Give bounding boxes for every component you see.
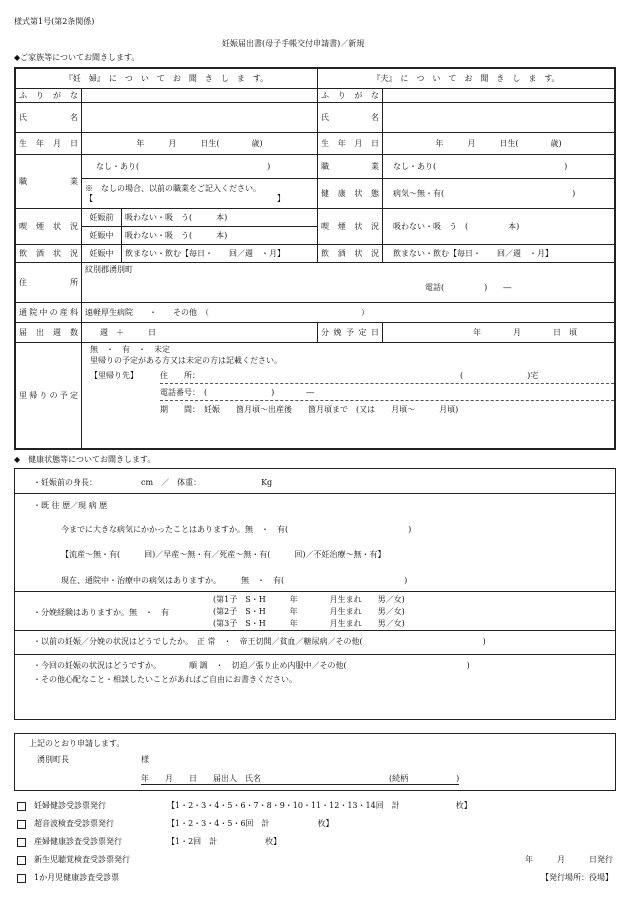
smoke-before-field[interactable]: 吸わない・吸 う( 本) (122, 209, 318, 227)
return-home-options[interactable]: 無 ・ 有 ・ 未定 (90, 345, 170, 354)
wife-drinking-field[interactable]: 飲まない・飲む【毎日・ 回／週 ・月】 (122, 245, 318, 263)
husband-occupation-label: 職業 (318, 155, 383, 179)
hospital-label: 通院中の産科 (16, 303, 82, 323)
issuance-checklist (17, 797, 613, 887)
address-label: 住 所 (16, 263, 82, 303)
birth-experience-question[interactable]: ・分娩経験はありますか。無 ・ 有 (33, 608, 169, 617)
husband-header: 『夫』 に つ い て お 聞 き し ま す。 (318, 69, 615, 89)
wife-birthdate-label: 生年月日 (16, 133, 82, 155)
checkbox[interactable] (17, 820, 26, 829)
husband-health-field[interactable]: 病気～無・有( ) (383, 179, 615, 209)
return-address-label: 住 所： (160, 370, 200, 380)
wife-furigana-label: ふりがな (16, 89, 82, 103)
applicant-signature-line[interactable]: 年 月 日 届出人 氏名 (続柄 ) (141, 774, 459, 785)
checkbox[interactable] (17, 856, 26, 865)
weeks-field[interactable]: 週 ＋ 日 (82, 323, 318, 343)
checkbox[interactable] (17, 874, 26, 883)
checklist-detail: 【1・2回 計 枚】 (167, 837, 282, 847)
checklist-detail: 【1・2・3・4・5・6回 計 枚】 (167, 819, 334, 829)
wife-occupation-field[interactable]: なし・あり( ) (82, 155, 318, 179)
current-pregnancy-question[interactable]: ・今回の妊娠の状況はどうですか。 順 調 ・ 切迫／張り止め内服中／その他( ) (33, 661, 470, 670)
mayor-addressee: 湧別町長 様 (37, 755, 149, 764)
occupation-bracket[interactable]: 【 】 (85, 193, 285, 203)
pregnancy-history-question[interactable]: 【流産～無・有( 回)／早産～無・有／死産～無・有( 回)／不妊治療～無・有】 (61, 550, 386, 559)
husband-occupation-field[interactable]: なし・あり( ) (383, 155, 615, 179)
husband-drinking-label: 飲酒状況 (318, 245, 383, 263)
return-home-label: 里帰りの予定 (16, 343, 82, 449)
husband-name-field[interactable] (383, 103, 615, 133)
due-date-field[interactable]: 年 月 日 頃 (383, 323, 615, 343)
child-2-row[interactable]: (第2子 S・H 年 月生まれ 男／女) (213, 607, 405, 616)
wife-smoking-label: 喫煙状況 (16, 209, 82, 245)
return-home-block (82, 343, 615, 449)
due-date-label: 分娩予定日 (318, 323, 383, 343)
weeks-label: 届出週数 (16, 323, 82, 343)
checklist-item[interactable] (17, 797, 613, 815)
checklist-item[interactable] (17, 833, 613, 851)
drink-during-label: 妊娠中 (82, 245, 122, 263)
wife-furigana-field[interactable] (82, 89, 318, 103)
wife-header: 『妊 婦』 に つ い て お 聞 き し ま す。 (16, 69, 318, 89)
smoke-during-field[interactable]: 吸わない・吸 う( 本) (122, 227, 318, 245)
application-statement: 上記のとおり申請します。 (29, 739, 125, 748)
form-number: 様式第1号(第2条関係) (14, 17, 95, 26)
checklist-detail: 【1・2・3・4・5・6・7・8・9・10・11・12・13・14回 計 枚】 (167, 801, 472, 811)
medical-history-label: ・既 往 歴／現 病 歴 (33, 501, 108, 510)
section-health-heading: ◆ 健康状態等についてお聞きします。 (14, 455, 156, 464)
application-box (14, 733, 616, 791)
husband-birthdate-label: 生年月日 (318, 133, 383, 155)
occupation-note: ※ なしの場合、以前の職業をご記入ください。 (85, 184, 261, 194)
child-3-row[interactable]: (第3子 S・H 年 月生まれ 男／女) (213, 619, 405, 628)
wife-drinking-label: 飲酒状況 (16, 245, 82, 263)
other-concerns-field[interactable] (21, 687, 609, 715)
husband-furigana-field[interactable] (383, 89, 615, 103)
form-title: 妊娠届出書(母子手帳交付申請書)／新規 (222, 39, 365, 48)
husband-name-label: 氏名 (318, 103, 383, 133)
checkbox[interactable] (17, 802, 26, 811)
address-value: 紋別郡湧別町 (85, 265, 133, 274)
child-1-row[interactable]: (第1子 S・H 年 月生まれ 男／女) (213, 595, 405, 604)
issue-place: 【発行場所：役場】 (541, 873, 613, 883)
husband-smoking-label: 喫煙状況 (318, 209, 383, 245)
checklist-item[interactable] (17, 869, 613, 887)
return-address-row (82, 367, 614, 383)
current-illness-question[interactable]: 現在、通院中・治療中の病気はありますか。 無 ・ 有( ) (61, 576, 408, 585)
other-concerns-question: ・その他心配なこと・相談したいことがあればご自由にお書きください。 (33, 675, 297, 684)
checklist-label: 1か月児健康診査受診票 (34, 873, 120, 883)
checkbox[interactable] (17, 838, 26, 847)
wife-name-label: 氏名 (16, 103, 82, 133)
smoke-before-label: 妊娠前 (82, 209, 122, 227)
husband-birthdate-field[interactable]: 年 月 日生( 歳) (383, 133, 615, 155)
smoke-during-label: 妊娠中 (82, 227, 122, 245)
husband-health-label: 健康状態 (318, 179, 383, 209)
checklist-label: 超音波検査受診票発行 (34, 819, 114, 829)
return-period-field[interactable]: 期 間： 妊娠 箇月頃～出産後 箇月頃まで (又は 月頃～ 月頃) (160, 400, 614, 417)
husband-drinking-field[interactable]: 飲まない・飲む【毎日・ 回／週 ・月】 (383, 245, 615, 263)
address-phone[interactable]: 電話( ) ― (425, 283, 512, 293)
return-destination-label: 【里帰り先】 (90, 370, 138, 380)
height-weight-field[interactable]: ・妊娠前の身長： cm ／ 体重： Kg (33, 478, 273, 487)
family-info-table (14, 67, 616, 450)
return-address-field[interactable]: ( )宅 (460, 370, 539, 380)
health-info-box (14, 468, 616, 720)
previous-pregnancy-question[interactable]: ・以前の妊娠／分娩の状況はどうでしたか。 正 常 ・ 帝王切開／貧血／糖尿病／その他( ) (33, 637, 486, 646)
checklist-label: 妊婦健診受診票発行 (34, 801, 106, 811)
address-field[interactable] (82, 263, 615, 303)
past-illness-question[interactable]: 今までに大きな病気にかかったことはありますか。無 ・ 有( ) (61, 525, 412, 534)
checklist-label: 新生児聴覚検査受診票発行 (34, 855, 130, 865)
return-phone-field[interactable]: 電話番号： ( ) ― (160, 383, 614, 400)
checklist-label: 産婦健康診査受診票発行 (34, 837, 122, 847)
husband-furigana-label: ふりがな (318, 89, 383, 103)
hospital-field[interactable]: 遠軽厚生病院 ・ その他 （ ） (82, 303, 615, 323)
return-home-instruction: 里帰りの予定がある方又は未定の方は記載ください。 (90, 356, 282, 366)
checklist-item[interactable] (17, 815, 613, 833)
checklist-item[interactable] (17, 851, 613, 869)
section-family-heading: ◆ご家族等についてお聞きします。 (14, 53, 140, 62)
husband-smoking-field[interactable]: 吸わない・吸 う ( 本) (383, 209, 615, 245)
issue-date[interactable]: 年 月 日発行 (525, 855, 613, 865)
wife-birthdate-field[interactable]: 年 月 日生( 歳) (82, 133, 318, 155)
wife-occupation-label: 職業 (16, 155, 82, 209)
wife-name-field[interactable] (82, 103, 318, 133)
